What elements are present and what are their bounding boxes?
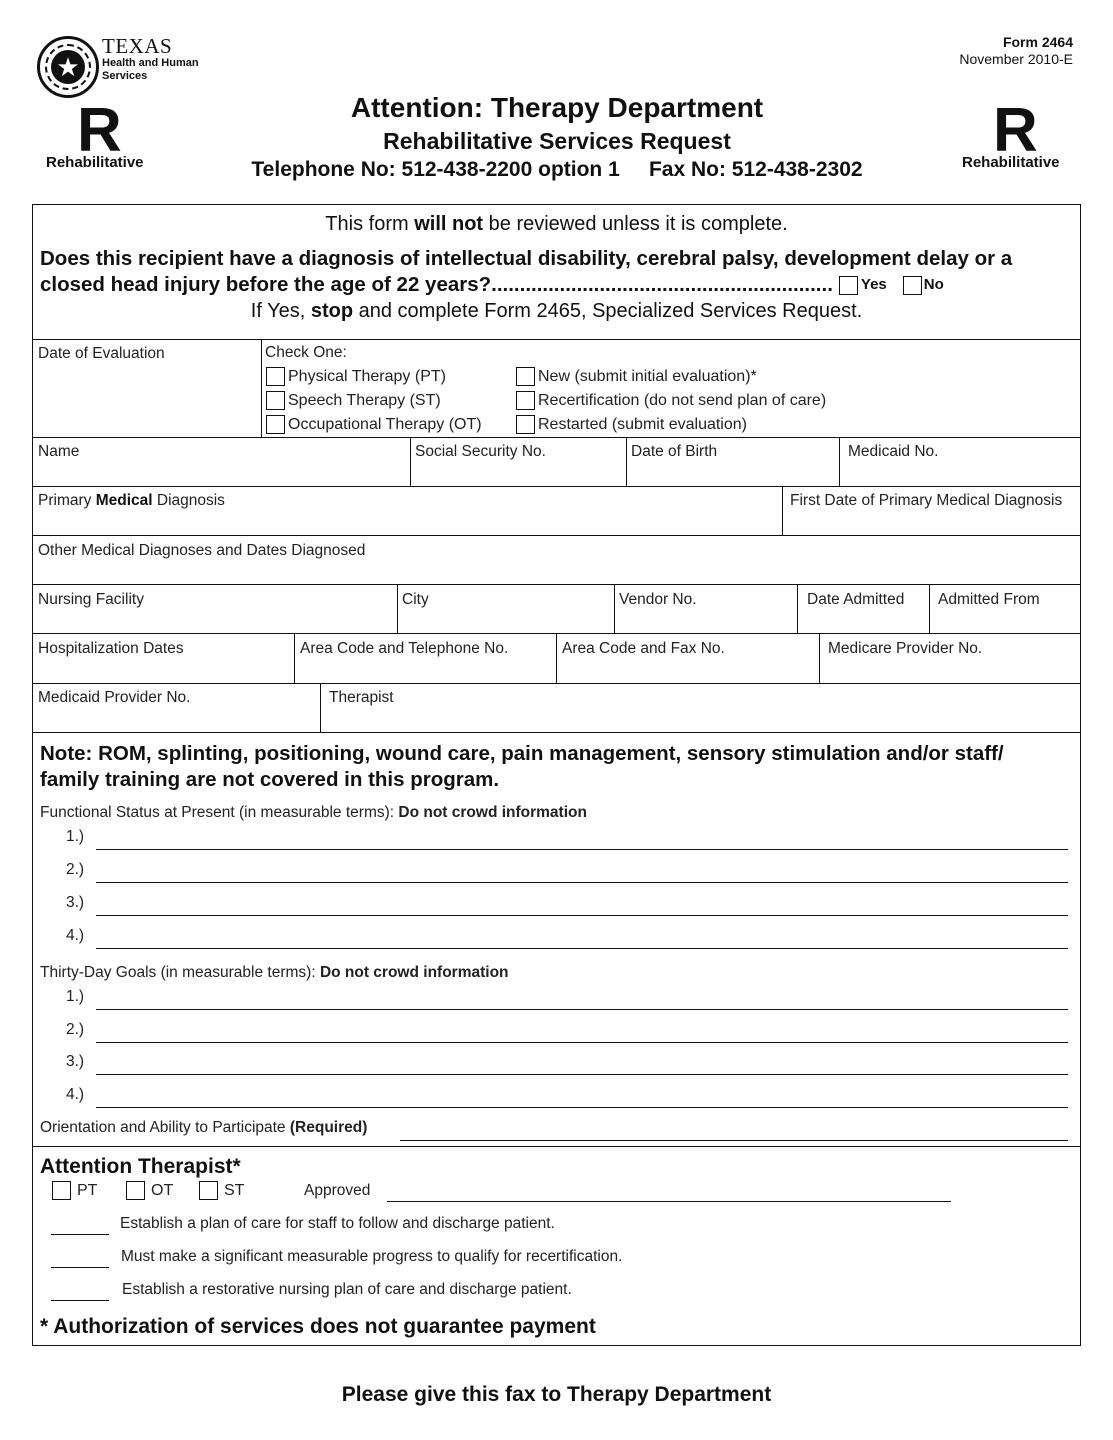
divider xyxy=(397,584,398,633)
divider xyxy=(33,1146,1080,1147)
divider xyxy=(556,633,557,683)
medicaid-no-field[interactable]: Medicaid No. xyxy=(848,443,939,460)
name-field[interactable]: Name xyxy=(38,443,80,460)
divider xyxy=(819,633,820,683)
primary-dx-text-post: Diagnosis xyxy=(152,492,225,509)
goal-item-3-number: 3.) xyxy=(66,1053,85,1070)
divider xyxy=(320,683,321,733)
review-notice xyxy=(33,213,1080,236)
goals-bold: Do not crowd information xyxy=(319,964,509,981)
form-identifier xyxy=(959,34,1073,68)
vendor-no-field[interactable]: Vendor No. xyxy=(619,591,697,608)
divider xyxy=(33,584,1080,585)
functional-item-1-number: 1.) xyxy=(66,828,85,845)
request-recertification-checkbox[interactable] xyxy=(516,391,535,410)
form-date: November 2010-E xyxy=(959,51,1073,67)
functional-item-2-line[interactable] xyxy=(96,882,1068,883)
divider xyxy=(782,486,783,535)
functional-status-bold: Do not crowd information xyxy=(398,804,587,821)
functional-item-4-line[interactable] xyxy=(96,948,1068,949)
left-badge-label: Rehabilitative xyxy=(46,154,144,171)
goals-text: Thirty-Day Goals (in measurable terms): xyxy=(40,964,320,981)
instruction-1-blank[interactable] xyxy=(51,1234,109,1235)
instruction-1-text: Establish a plan of care for staff to follow and discharge patient. xyxy=(120,1215,555,1232)
therapy-pt-label: Physical Therapy (PT) xyxy=(288,367,446,385)
question-line-1: Does this recipient have a diagnosis of intellectual disability, cerebral palsy, development delay or a xyxy=(40,247,1013,270)
medicare-provider-field[interactable]: Medicare Provider No. xyxy=(828,640,983,657)
hospitalization-dates-field[interactable]: Hospitalization Dates xyxy=(38,640,184,657)
orientation-text: Orientation and Ability to Participate xyxy=(40,1119,290,1136)
right-badge-label: Rehabilitative xyxy=(962,154,1060,171)
functional-status-text: Functional Status at Present (in measurable terms): xyxy=(40,804,399,821)
logo-subtitle-1: Health and Human xyxy=(102,57,199,69)
ssn-field[interactable]: Social Security No. xyxy=(415,443,546,460)
fax-field[interactable]: Area Code and Fax No. xyxy=(562,640,725,657)
divider xyxy=(929,584,930,633)
stop-notice xyxy=(33,300,1080,323)
date-admitted-field[interactable]: Date Admitted xyxy=(807,591,905,608)
goal-item-2-number: 2.) xyxy=(66,1021,85,1038)
approve-st-checkbox[interactable] xyxy=(199,1181,218,1200)
goal-item-1-line[interactable] xyxy=(96,1009,1068,1010)
functional-item-3-number: 3.) xyxy=(66,894,85,911)
functional-item-4-number: 4.) xyxy=(66,927,85,944)
goal-item-4-line[interactable] xyxy=(96,1107,1068,1108)
instruction-2-text: Must make a significant measurable progress to qualify for recertification. xyxy=(121,1248,623,1265)
goal-item-1-number: 1.) xyxy=(66,988,85,1005)
orientation-bold: (Required) xyxy=(289,1119,368,1136)
other-diagnoses-field[interactable]: Other Medical Diagnoses and Dates Diagnosed xyxy=(38,542,366,559)
review-text-bold: will not xyxy=(414,213,484,235)
therapy-st-checkbox[interactable] xyxy=(266,391,285,410)
right-badge-letter: R xyxy=(993,96,1038,165)
texas-seal-icon: ★ xyxy=(37,36,99,98)
attention-therapist-title: Attention Therapist* xyxy=(40,1155,241,1178)
functional-item-1-line[interactable] xyxy=(96,849,1068,850)
divider xyxy=(797,584,798,633)
therapy-ot-label: Occupational Therapy (OT) xyxy=(288,415,482,433)
first-date-diagnosis-field[interactable]: First Date of Primary Medical Diagnosis xyxy=(790,492,1063,509)
date-of-birth-field[interactable]: Date of Birth xyxy=(631,443,718,460)
divider xyxy=(410,437,411,486)
instruction-3-text: Establish a restorative nursing plan of care and discharge patient. xyxy=(122,1281,572,1298)
functional-status-label xyxy=(40,804,587,822)
instruction-3-blank[interactable] xyxy=(51,1300,109,1301)
therapy-option-pt[interactable] xyxy=(266,367,446,386)
divider xyxy=(33,437,1080,438)
divider xyxy=(33,683,1080,684)
coverage-note-line-1: Note: ROM, splinting, positioning, wound care, pain management, sensory stimulation and/or staff/ xyxy=(40,742,1004,765)
approve-pt-label: PT xyxy=(77,1181,98,1199)
divider xyxy=(33,339,1080,340)
divider xyxy=(626,437,627,486)
city-field[interactable]: City xyxy=(402,591,429,608)
page-title: Attention: Therapy Department xyxy=(350,92,764,123)
primary-dx-bold: Medical xyxy=(95,492,153,509)
approve-st-label: ST xyxy=(224,1181,245,1199)
no-checkbox[interactable] xyxy=(903,276,922,295)
logo-subtitle-2: Services xyxy=(102,70,148,82)
request-new-checkbox[interactable] xyxy=(516,367,535,386)
goal-item-3-line[interactable] xyxy=(96,1074,1068,1075)
left-badge-letter: R xyxy=(77,96,122,165)
therapy-option-ot[interactable] xyxy=(266,415,482,434)
request-new-label: New (submit initial evaluation)* xyxy=(538,367,757,385)
question-line-2: closed head injury before the age of 22 years?............................................................ xyxy=(40,273,833,296)
fax-footer: Please give this fax to Therapy Department xyxy=(341,1383,772,1406)
no-label: No xyxy=(923,276,944,293)
goal-item-2-line[interactable] xyxy=(96,1042,1068,1043)
divider xyxy=(839,437,840,486)
approve-option-ot[interactable] xyxy=(126,1181,173,1200)
yes-label: Yes xyxy=(860,276,887,293)
logo-name: TEXAS xyxy=(102,34,173,58)
divider xyxy=(33,535,1080,536)
approve-ot-checkbox[interactable] xyxy=(126,1181,145,1200)
divider xyxy=(294,633,295,683)
request-option-recertification[interactable] xyxy=(516,391,826,410)
medicaid-provider-field[interactable]: Medicaid Provider No. xyxy=(38,689,191,706)
primary-diagnosis-field[interactable] xyxy=(38,492,225,510)
review-text-post: be reviewed unless it is complete. xyxy=(483,213,788,235)
divider xyxy=(614,584,615,633)
therapy-pt-checkbox[interactable] xyxy=(266,367,285,386)
approve-option-st[interactable] xyxy=(199,1181,244,1200)
orientation-line[interactable] xyxy=(400,1140,1068,1141)
orientation-label xyxy=(40,1119,367,1137)
approve-pt-checkbox[interactable] xyxy=(52,1181,71,1200)
approved-label: Approved xyxy=(304,1182,371,1199)
request-form xyxy=(32,204,1081,1346)
therapist-field[interactable]: Therapist xyxy=(329,689,394,706)
request-restarted-checkbox[interactable] xyxy=(516,415,535,434)
page-subtitle: Rehabilitative Services Request xyxy=(383,128,731,154)
admitted-from-field[interactable]: Admitted From xyxy=(938,591,1040,608)
payment-disclaimer: * Authorization of services does not guarantee payment xyxy=(40,1315,596,1338)
therapy-ot-checkbox[interactable] xyxy=(266,415,285,434)
review-text-pre: This form xyxy=(325,213,415,235)
divider xyxy=(33,732,1080,733)
request-recertification-label: Recertification (do not send plan of care) xyxy=(538,391,827,409)
yes-checkbox[interactable] xyxy=(839,276,858,295)
goals-label xyxy=(40,964,509,982)
request-restarted-label: Restarted (submit evaluation) xyxy=(538,415,747,433)
date-of-evaluation-label: Date of Evaluation xyxy=(38,345,165,362)
diagnosis-question xyxy=(40,246,1012,298)
check-one-label: Check One: xyxy=(265,344,347,361)
instruction-2-blank[interactable] xyxy=(51,1267,109,1268)
functional-item-3-line[interactable] xyxy=(96,915,1068,916)
approve-ot-label: OT xyxy=(151,1181,174,1199)
form-number: Form 2464 xyxy=(1002,34,1073,50)
approved-signature-line[interactable] xyxy=(387,1201,951,1202)
stop-text-pre: If Yes, xyxy=(250,300,311,322)
functional-item-2-number: 2.) xyxy=(66,861,85,878)
request-option-new[interactable] xyxy=(516,367,757,386)
coverage-note-line-2: family training are not covered in this program. xyxy=(40,768,500,791)
coverage-note xyxy=(40,741,1004,793)
primary-dx-text: Primary xyxy=(38,492,96,509)
divider xyxy=(261,339,262,438)
contact-info: Telephone No: 512-438-2200 option 1 Fax No: 512-438-2302 xyxy=(251,158,863,181)
telephone-field[interactable]: Area Code and Telephone No. xyxy=(300,640,509,657)
stop-text-bold: stop xyxy=(310,300,354,322)
request-option-restarted[interactable] xyxy=(516,415,747,434)
goal-item-4-number: 4.) xyxy=(66,1086,85,1103)
stop-text-post: and complete Form 2465, Specialized Services Request. xyxy=(353,300,863,322)
approve-option-pt[interactable] xyxy=(52,1181,97,1200)
therapy-option-st[interactable] xyxy=(266,391,441,410)
agency-logo xyxy=(37,36,199,98)
divider xyxy=(33,486,1080,487)
nursing-facility-field[interactable]: Nursing Facility xyxy=(38,591,144,608)
therapy-st-label: Speech Therapy (ST) xyxy=(288,391,441,409)
